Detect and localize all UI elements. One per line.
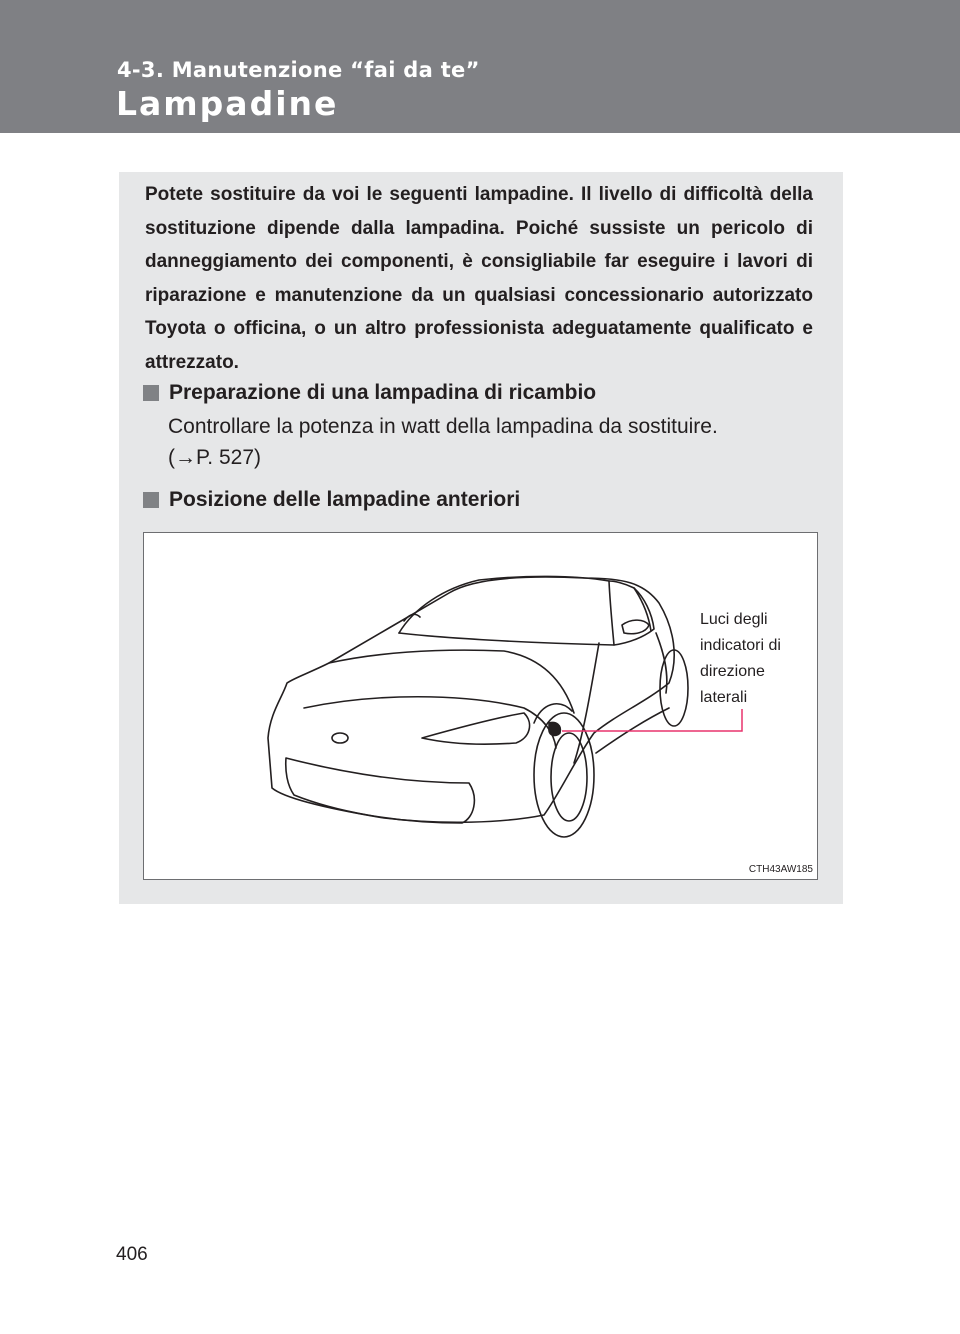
car-illustration-figure [143, 532, 818, 880]
figure-code: CTH43AW185 [748, 864, 813, 875]
page-title: Lampadine [116, 84, 339, 123]
section-body-reference[interactable]: (→P. 527) [168, 446, 261, 469]
section-heading-preparation [143, 381, 596, 405]
section-heading-text: Posizione delle lampadine anteriori [169, 488, 521, 511]
chapter-header [0, 0, 960, 133]
section-heading-front-bulbs [143, 488, 520, 512]
section-body-line: Controllare la potenza in watt della lampadina da sostituire. [168, 415, 718, 438]
section-heading-text: Preparazione di una lampadina di ricambio [169, 381, 597, 404]
square-bullet-icon [143, 492, 159, 508]
intro-paragraph: Potete sostituire da voi le seguenti lampadine. Il livello di difficoltà della sostituzione dipende dalla lampadina. Poiché sussiste un pericolo di danneggiamento dei componenti, è consigliabile far eseguire i lavori di riparazione e manutenzione da un qualsiasi concessionario autorizzato Toyota o officina, o un altro professionista adeguatamente qualificato e attrezzato. [145, 184, 813, 373]
callout-leader-line [562, 709, 742, 731]
page-number: 406 [116, 1244, 148, 1265]
square-bullet-icon [143, 385, 159, 401]
section-subtitle: 4-3. Manutenzione “fai da te” [117, 58, 480, 82]
callout-label: Luci degli indicatori di direzione laterali [700, 611, 781, 706]
